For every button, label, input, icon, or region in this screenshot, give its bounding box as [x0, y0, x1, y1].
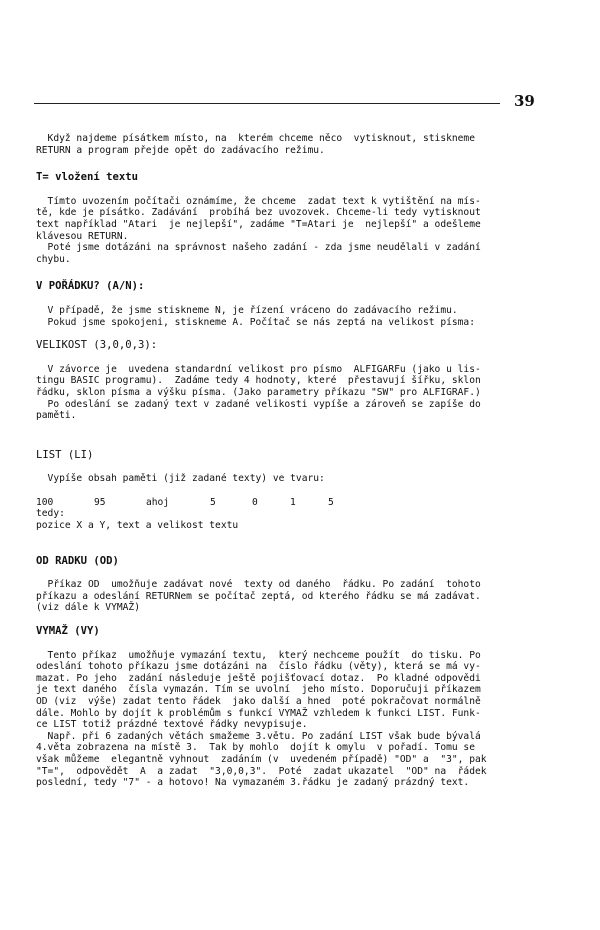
- text-line: text například "Atari je nejlepší", zadáme "T=Atari je nejlepší" a odešleme: [36, 218, 481, 230]
- text-line: je text daného čísla vymazán. Tím se uvolní jeho místo. Doporučuji příkazem: [36, 684, 481, 696]
- text-line: (viz dále k VYMAŽ): [36, 602, 140, 614]
- page-number: 39: [514, 92, 535, 110]
- section-body-vlozeni: [36, 196, 536, 266]
- text-line: odeslání tohoto příkazu jsme dotázáni na číslo řádku (věty), která se má vy-: [36, 661, 481, 673]
- list-example-row: [36, 497, 366, 509]
- text-line: pozice X a Y, text a velikost textu: [36, 520, 239, 532]
- list-example-value: 5: [328, 496, 334, 508]
- list-example-value: 1: [290, 496, 296, 508]
- text-line: poslední, tedy "7" - a hotovo! Na vymazaném 3.řádku je zadaný prázdný text.: [36, 777, 470, 789]
- section-body-od-radku: [36, 579, 536, 614]
- section-body-list: [36, 473, 536, 531]
- list-example-value: ahoj: [146, 496, 170, 508]
- text-line: RETURN a program přejde opět do zadávacího režimu.: [36, 144, 325, 156]
- header-rule: [34, 103, 500, 104]
- section-heading-list: LIST (LI): [36, 448, 94, 461]
- text-line: OD (viz výše) zadat tento řádek jako další a hned poté pokračovat normálně: [36, 696, 481, 707]
- text-line: ce LIST totiž prázdné textové řádky nevypisuje.: [36, 719, 308, 731]
- text-line: tingu BASIC programu). Zadáme tedy 4 hodnoty, které přestavují šířku, sklon: [36, 375, 481, 387]
- text-line: tedy:: [36, 508, 65, 520]
- list-example-value: 100: [36, 496, 54, 508]
- list-example-value: 0: [252, 496, 258, 508]
- section-heading-velikost: VELIKOST (3,0,0,3):: [36, 339, 158, 352]
- text-line: mazat. Po jeho zadání následuje ještě pojišťovací dotaz. Po kladné odpovědi: [36, 672, 481, 684]
- text-line: klávesou RETURN.: [36, 230, 129, 242]
- section-body-vymaz: [36, 650, 536, 789]
- text-line: 4.věta zobrazena na místě 3. Tak by mohlo dojít k omylu v pořadí. Tomu se: [36, 742, 475, 754]
- section-heading-vymaz: VYMAŽ (VY): [36, 625, 100, 638]
- text-line: příkazu a odeslání RETURNem se počítač zeptá, od kterého řádku se má zadávat.: [36, 590, 481, 602]
- text-line: řádku, sklon písma a výšku písma. (Jako parametry příkazu "SW" pro ALFIGRAF.): [36, 386, 481, 398]
- text-line: chybu.: [36, 253, 71, 265]
- text-line: paměti.: [36, 410, 77, 422]
- intro-paragraph: [36, 133, 536, 156]
- text-line: Poté jsme dotázáni na správnost našeho zadání - zda jsme neudělali v zadání: [36, 242, 481, 254]
- text-line: Tento příkaz umožňuje vymazání textu, který nechceme použít do tisku. Po: [36, 649, 481, 661]
- text-line: V případě, že jsme stiskneme N, je řízení vráceno do zadávacího režimu.: [36, 304, 458, 316]
- section-body-poradku: [36, 305, 536, 328]
- text-line: Příkaz OD umožňuje zadávat nové texty od daného řádku. Po zadání tohoto: [36, 579, 481, 591]
- text-line: však můžeme elegantně vyhnout zadáním (v uvedeném případě) "OD" a "3", pak: [36, 753, 487, 765]
- text-line: Po odeslání se zadaný text v zadané velikosti vypíše a zároveň se zapíše do: [36, 398, 481, 410]
- section-heading-od-radku: OD RADKU (OD): [36, 554, 119, 567]
- text-line: V závorce je uvedena standardní velikost pro písmo ALFIGARFu (jako u lis-: [36, 363, 481, 375]
- list-example-value: 5: [210, 496, 216, 508]
- section-heading-vlozeni: T= vložení textu: [36, 171, 139, 184]
- text-line: Např. při 6 zadaných větách smažeme 3.větu. Po zadání LIST však bude bývalá: [36, 730, 481, 742]
- text-line: dále. Mohlo by dojít k problémům s funkcí VYMAŽ vzhledem k funkci LIST. Funk-: [36, 707, 481, 719]
- page-content: [36, 133, 536, 789]
- text-line: Vypíše obsah paměti (již zadané texty) ve tvaru:: [36, 473, 325, 485]
- text-line: Tímto uvozením počítači oznámíme, že chceme zadat text k vytištění na mís-: [36, 195, 481, 207]
- text-line: Pokud jsme spokojeni, stiskneme A. Počítač se nás zeptá na velikost písma:: [36, 316, 475, 328]
- text-line: Když najdeme písátkem místo, na kterém chceme něco vytisknout, stiskneme: [36, 133, 475, 144]
- section-heading-poradku: V POŘÁDKU? (A/N):: [36, 280, 145, 293]
- text-line: tě, kde je písátko. Zadávání probíhá bez uvozovek. Chceme-li tedy vytisknout: [36, 207, 481, 219]
- section-body-velikost: [36, 364, 536, 422]
- text-line: "T=", odpovědět A a zadat "3,0,0,3". Poté zadat ukazatel "OD" na řádek: [36, 765, 487, 777]
- list-example-value: 95: [94, 496, 106, 508]
